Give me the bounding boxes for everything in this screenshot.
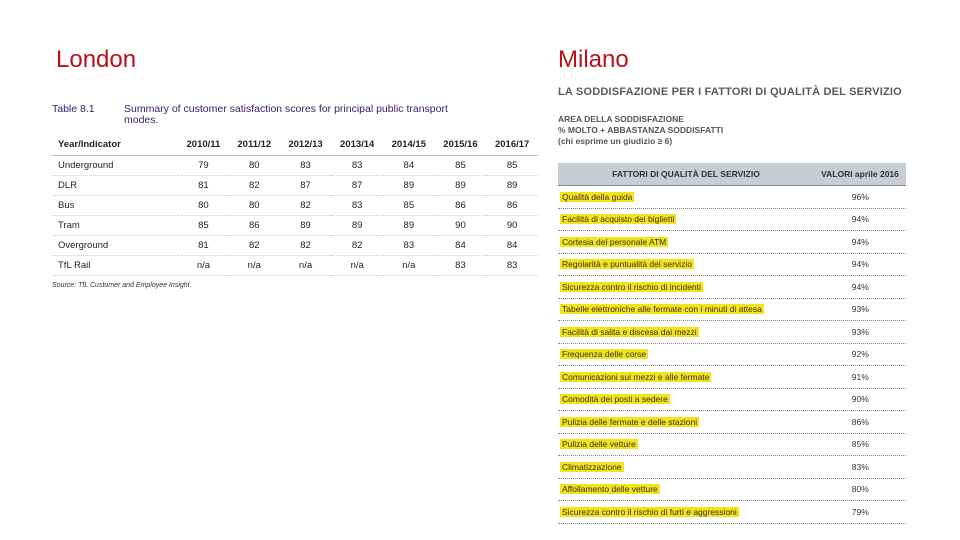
table-number: Table 8.1: [52, 103, 95, 115]
table-cell: 83: [331, 156, 383, 176]
table-cell: 89: [280, 216, 332, 236]
table-cell: 79: [178, 156, 229, 176]
factor-label: Comunicazioni sui mezzi e alle fermate: [562, 371, 710, 382]
table-header-row: [558, 163, 906, 186]
value-cell: 86%: [851, 416, 869, 427]
header-factor: FATTORI DI QUALITÀ DEL SERVIZIO: [612, 169, 760, 179]
table-cell: n/a: [178, 256, 229, 276]
table-cell: 80: [229, 156, 280, 176]
factor-label: Qualità della guida: [562, 191, 633, 202]
milano-heading: Milano: [558, 46, 629, 73]
table-row: [558, 501, 906, 524]
table-cell: n/a: [229, 256, 280, 276]
milano-quality-table: [558, 163, 906, 524]
table-cell: 85: [435, 156, 487, 176]
table-cell: 86: [486, 196, 538, 216]
value-cell: 94%: [851, 281, 869, 292]
factor-cell: [558, 327, 815, 337]
table-cell: 84: [435, 236, 487, 256]
milano-table-panel: [558, 86, 908, 524]
table-body: [558, 186, 906, 524]
factor-cell: [558, 372, 815, 382]
value-cell: 79%: [851, 506, 869, 517]
factor-cell: [558, 484, 815, 494]
table-cell: 83: [280, 156, 332, 176]
table-cell: 81: [178, 176, 229, 196]
value-cell: 94%: [851, 259, 869, 270]
factor-cell: [558, 304, 815, 314]
table-body: [52, 156, 538, 276]
subtitle-line: AREA DELLA SODDISFAZIONE: [558, 114, 684, 124]
column-header: 2016/17: [486, 136, 538, 156]
column-header: 2015/16: [435, 136, 487, 156]
value-cell: 85%: [851, 439, 869, 450]
factor-cell: [558, 349, 815, 359]
table-header-row: [52, 136, 538, 156]
column-header: 2012/13: [280, 136, 332, 156]
factor-label: Pulizia delle fermate e delle stazioni: [562, 416, 698, 427]
table-cell: n/a: [331, 256, 383, 276]
factor-label: Tabelle elettroniche alle fermate con i minuti di attesa: [562, 304, 762, 315]
table-row: [558, 231, 906, 254]
table-cell: 81: [178, 236, 229, 256]
table-cell: 90: [486, 216, 538, 236]
table-caption: [52, 104, 540, 126]
column-header: 2010/11: [178, 136, 229, 156]
table-row: [52, 256, 538, 276]
table-row: [558, 209, 906, 232]
value-cell: 93%: [851, 304, 869, 315]
table-caption-text: Summary of customer satisfaction scores for principal public transport modes.: [124, 103, 448, 126]
factor-cell: [558, 192, 815, 202]
table-cell: 90: [435, 216, 487, 236]
factor-label: Comodità dei posti a sedere: [562, 394, 668, 405]
table-cell: 83: [331, 196, 383, 216]
table-cell: 85: [178, 216, 229, 236]
factor-label: Facilità di acquisto dei biglietti: [562, 214, 675, 225]
value-cell: 96%: [851, 191, 869, 202]
table-cell: n/a: [383, 256, 435, 276]
table-row: [558, 479, 906, 502]
row-label: DLR: [52, 176, 178, 196]
table-row: [558, 434, 906, 457]
subtitle-line: (chi esprime un giudizio ≥ 6): [558, 136, 673, 146]
factor-label: Frequenza delle corse: [562, 349, 647, 360]
value-cell: 80%: [851, 484, 869, 495]
table-cell: 89: [383, 216, 435, 236]
value-cell: 83%: [851, 461, 869, 472]
table-cell: 82: [229, 176, 280, 196]
table-cell: 89: [331, 216, 383, 236]
table-row: [558, 321, 906, 344]
table-row: [558, 456, 906, 479]
column-header: 2013/14: [331, 136, 383, 156]
table-cell: 86: [229, 216, 280, 236]
factor-label: Pulizia delle vetture: [562, 439, 636, 450]
table-cell: 85: [383, 196, 435, 216]
table-cell: 89: [383, 176, 435, 196]
table-cell: 87: [331, 176, 383, 196]
factor-cell: [558, 282, 815, 292]
subtitle-line: % MOLTO + ABBASTANZA SODDISFATTI: [558, 125, 724, 135]
london-heading: London: [56, 46, 137, 73]
table-cell: 89: [435, 176, 487, 196]
factor-cell: [558, 237, 815, 247]
table-row: [558, 344, 906, 367]
table-cell: 83: [435, 256, 487, 276]
london-satisfaction-table: [52, 136, 538, 276]
table-row: [558, 366, 906, 389]
factor-cell: [558, 439, 815, 449]
table-row: [558, 186, 906, 209]
row-label: Underground: [52, 156, 178, 176]
london-table-panel: [52, 104, 540, 289]
table-row: [558, 254, 906, 277]
header-value: VALORI aprile 2016: [821, 169, 899, 179]
table-cell: 82: [280, 236, 332, 256]
table-row: [52, 216, 538, 236]
table-cell: n/a: [280, 256, 332, 276]
milano-subtitle: [558, 114, 908, 147]
table-cell: 84: [383, 156, 435, 176]
table-cell: 89: [486, 176, 538, 196]
factor-label: Affollamento delle vetture: [562, 484, 658, 495]
table-row: [558, 276, 906, 299]
factor-cell: [558, 214, 815, 224]
factor-cell: [558, 417, 815, 427]
table-cell: 80: [178, 196, 229, 216]
table-row: [52, 236, 538, 256]
table-row: [52, 196, 538, 216]
table-cell: 82: [331, 236, 383, 256]
value-cell: 92%: [851, 349, 869, 360]
row-label: Bus: [52, 196, 178, 216]
table-row: [52, 156, 538, 176]
factor-cell: [558, 394, 815, 404]
factor-label: Climatizzazione: [562, 461, 622, 472]
table-cell: 85: [486, 156, 538, 176]
factor-cell: [558, 259, 815, 269]
column-header: 2014/15: [383, 136, 435, 156]
table-source: Source: TfL Customer and Employee Insight.: [52, 282, 192, 289]
factor-label: Sicurezza contro il rischio di incidenti: [562, 281, 701, 292]
table-cell: 84: [486, 236, 538, 256]
row-label: Tram: [52, 216, 178, 236]
factor-cell: [558, 462, 815, 472]
milano-table-title: LA SODDISFAZIONE PER I FATTORI DI QUALITÀ DEL SERVIZIO: [558, 86, 902, 98]
row-label: Overground: [52, 236, 178, 256]
table-cell: 80: [229, 196, 280, 216]
table-cell: 86: [435, 196, 487, 216]
value-cell: 94%: [851, 214, 869, 225]
factor-label: Facilità di salita e discesa dai mezzi: [562, 326, 697, 337]
table-row: [558, 411, 906, 434]
column-header: Year/Indicator: [52, 136, 178, 156]
table-cell: 83: [486, 256, 538, 276]
table-cell: 82: [280, 196, 332, 216]
value-cell: 90%: [851, 394, 869, 405]
table-row: [52, 176, 538, 196]
factor-label: Sicurezza contro il rischio di furti e aggressioni: [562, 506, 737, 517]
table-cell: 83: [383, 236, 435, 256]
table-row: [558, 389, 906, 412]
table-cell: 87: [280, 176, 332, 196]
column-header: 2011/12: [229, 136, 280, 156]
table-cell: 82: [229, 236, 280, 256]
value-cell: 91%: [851, 371, 869, 382]
table-row: [558, 299, 906, 322]
row-label: TfL Rail: [52, 256, 178, 276]
factor-label: Cortesia del personale ATM: [562, 236, 667, 247]
factor-cell: [558, 507, 815, 517]
value-cell: 94%: [851, 236, 869, 247]
factor-label: Regolarità e puntualità del servizio: [562, 259, 692, 270]
value-cell: 93%: [851, 326, 869, 337]
